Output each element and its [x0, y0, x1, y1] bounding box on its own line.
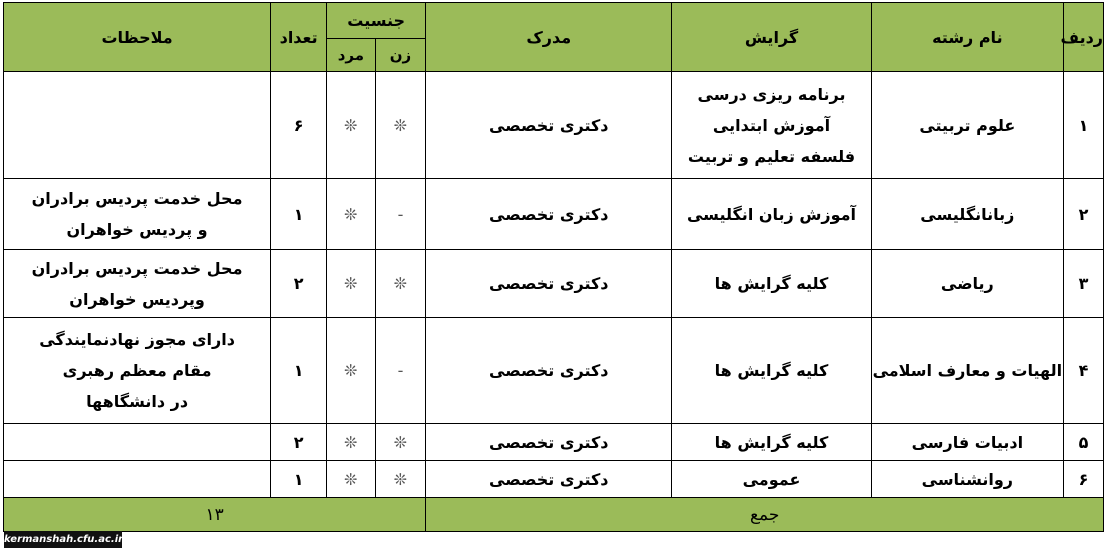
row-number: ۳	[1063, 250, 1103, 318]
orientation-line: آموزش ابتدایی	[712, 115, 831, 135]
total-label: جمع	[426, 498, 1104, 532]
orientation-line: کلیه گرایش ها	[714, 361, 829, 380]
degree: دکتری تخصصی	[426, 72, 672, 179]
notes-line: وپردیس خواهران	[69, 289, 205, 309]
notes	[4, 179, 271, 250]
position-count: ۶	[271, 72, 327, 179]
field-name: علوم تربیتی	[871, 72, 1063, 179]
row-number: ۱	[1063, 72, 1103, 179]
orientation	[672, 424, 872, 461]
position-count: ۱	[271, 318, 327, 424]
header-degree: مدرک	[426, 3, 672, 72]
table-row	[4, 250, 1104, 318]
notes-line: در دانشگاهها	[86, 392, 189, 411]
degree: دکتری تخصصی	[426, 318, 672, 424]
position-count: ۲	[271, 250, 327, 318]
position-count: ۱	[271, 461, 327, 498]
field-name: زبانانگلیسی	[871, 179, 1063, 250]
gender-female: -	[375, 318, 426, 424]
header-count: تعداد	[271, 3, 327, 72]
row-number: ۴	[1063, 318, 1103, 424]
row-number: ۵	[1063, 424, 1103, 461]
table-row	[4, 461, 1104, 498]
table-row	[4, 179, 1104, 250]
gender-female: ❊	[375, 250, 426, 318]
orientation-line: آموزش زبان انگلیسی	[686, 204, 857, 224]
orientation	[672, 318, 872, 424]
notes	[4, 72, 271, 179]
gender-male: ❊	[327, 250, 376, 318]
gender-female: -	[375, 179, 426, 250]
gender-female: ❊	[375, 72, 426, 179]
table-row	[4, 318, 1104, 424]
orientation	[672, 250, 872, 318]
field-name: ریاضی	[871, 250, 1063, 318]
degree: دکتری تخصصی	[426, 424, 672, 461]
table-body	[4, 72, 1104, 498]
orientation-line: برنامه ریزی درسی	[697, 84, 846, 104]
degree: دکتری تخصصی	[426, 250, 672, 318]
header-notes: ملاحظات	[4, 3, 271, 72]
total-value: ۱۳	[4, 498, 426, 532]
gender-male: ❊	[327, 318, 376, 424]
position-count: ۲	[271, 424, 327, 461]
orientation-line: فلسفه تعلیم و تربیت	[687, 146, 856, 166]
orientation	[672, 461, 872, 498]
gender-female: ❊	[375, 461, 426, 498]
field-name: ادبیات فارسی	[871, 424, 1063, 461]
header-row-no: ردیف	[1063, 3, 1103, 72]
gender-male: ❊	[327, 72, 376, 179]
gender-female: ❊	[375, 424, 426, 461]
header-orientation: گرایش	[672, 3, 872, 72]
total-row	[4, 498, 1104, 532]
gender-male: ❊	[327, 179, 376, 250]
position-count: ۱	[271, 179, 327, 250]
notes	[4, 461, 271, 498]
notes-line: دارای مجوز نهادنمایندگی	[39, 330, 235, 349]
degree: دکتری تخصصی	[426, 179, 672, 250]
orientation-line: کلیه گرایش ها	[714, 274, 829, 293]
degree: دکتری تخصصی	[426, 461, 672, 498]
notes-line: محل خدمت پردیس برادران	[31, 189, 243, 208]
row-number: ۲	[1063, 179, 1103, 250]
orientation	[672, 72, 872, 179]
table-row	[4, 72, 1104, 179]
notes-line: محل خدمت پردیس برادران	[31, 258, 243, 278]
notes	[4, 318, 271, 424]
site-watermark[interactable]: kermanshah.cfu.ac.ir	[4, 531, 122, 548]
notes	[4, 424, 271, 461]
notes	[4, 250, 271, 318]
field-name: الهیات و معارف اسلامی	[871, 318, 1063, 424]
header-field: نام رشته	[871, 3, 1063, 72]
notes-line: و پردیس خواهران	[66, 220, 208, 239]
gender-male: ❊	[327, 461, 376, 498]
orientation-line: کلیه گرایش ها	[714, 432, 829, 452]
table-row	[4, 424, 1104, 461]
header-gender: جنسیت	[327, 3, 426, 39]
notes-line: مقام معظم رهبری	[62, 361, 212, 380]
row-number: ۶	[1063, 461, 1103, 498]
orientation	[672, 179, 872, 250]
gender-male: ❊	[327, 424, 376, 461]
header-row	[4, 3, 1104, 39]
orientation-line: عمومی	[742, 469, 801, 489]
header-male: مرد	[327, 39, 376, 72]
positions-table	[3, 2, 1104, 532]
field-name: روانشناسی	[871, 461, 1063, 498]
header-female: زن	[375, 39, 426, 72]
